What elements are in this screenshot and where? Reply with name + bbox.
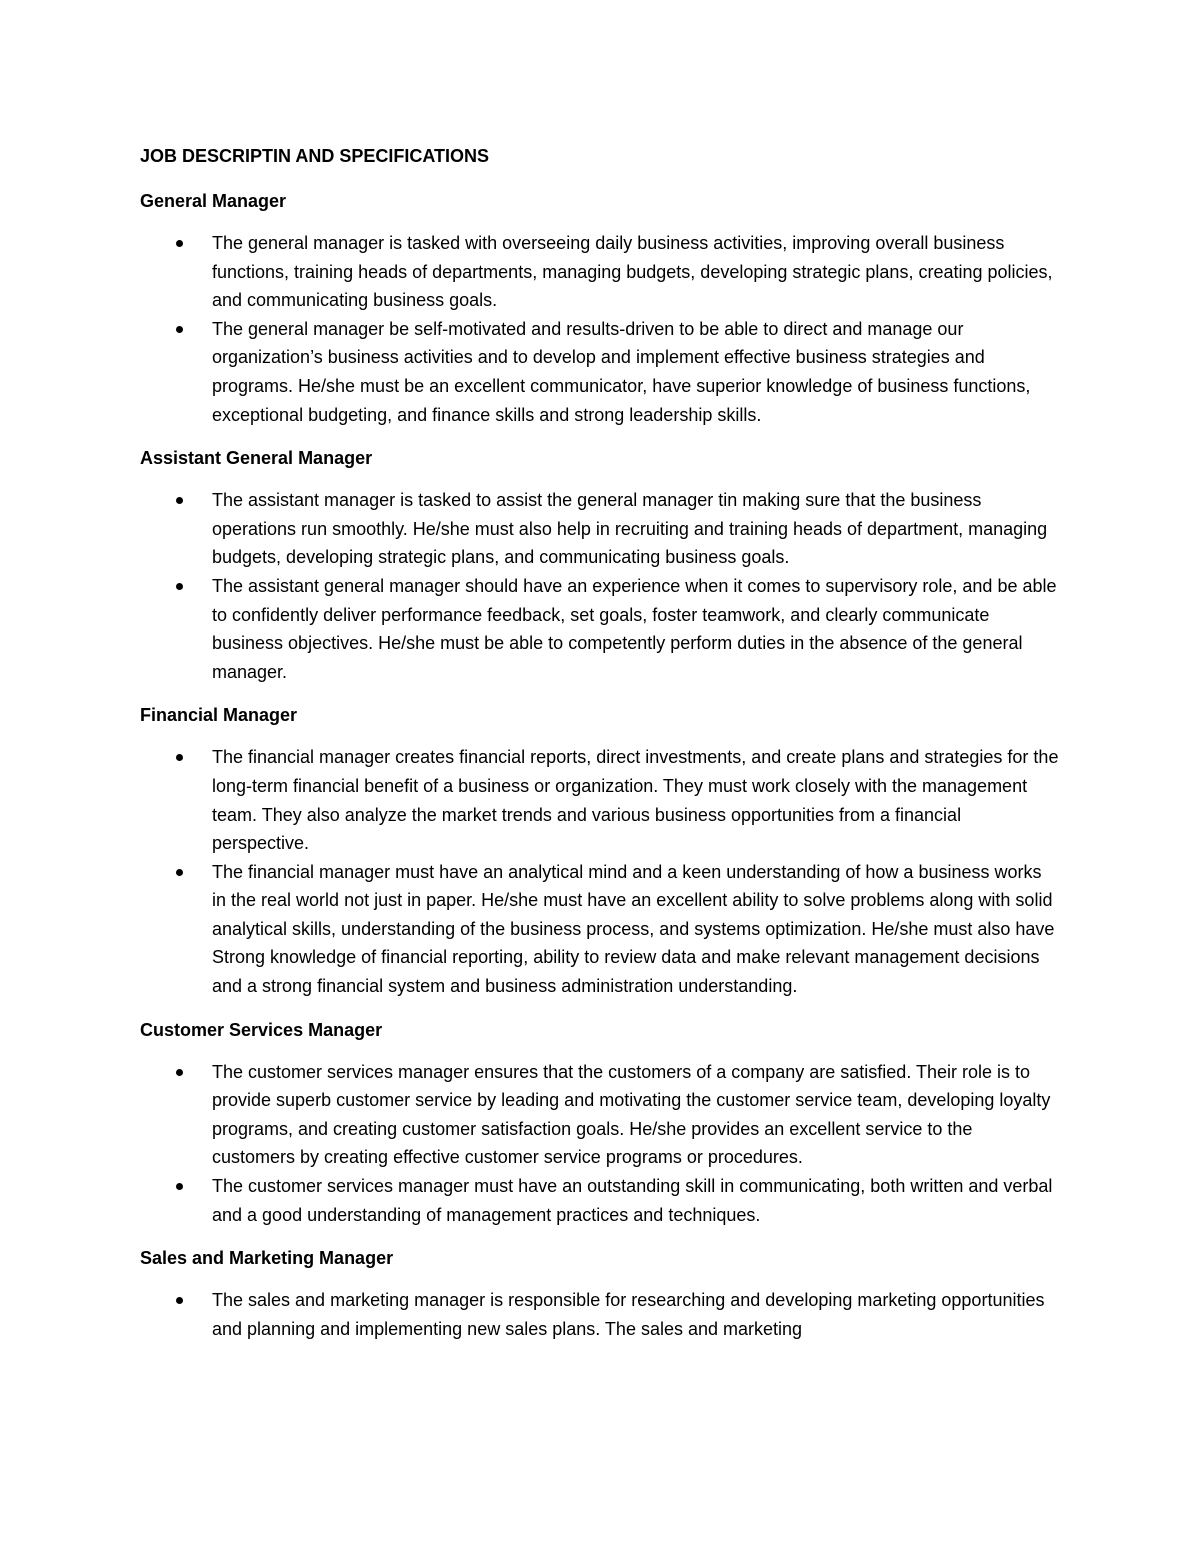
bullet-text: The customer services manager ensures that the customers of a company are satisfied. Their role is to provide superb customer service by leading and motivating the customer service team, developing loyalty programs, and creating customer satisfaction goals. He/she provides an excellent service to the customers by creating effective customer service programs or procedures. [212, 1061, 1051, 1168]
document-title: JOB DESCRIPTIN AND SPECIFICATIONS [140, 146, 490, 166]
bullet-icon [176, 1183, 183, 1190]
bullet-icon [176, 1069, 183, 1076]
bullet-text: The customer services manager must have an outstanding skill in communicating, both written and verbal and a good understanding of management practices and techniques. [212, 1176, 1053, 1225]
document-body [140, 142, 1060, 1358]
bullet-item [140, 486, 1060, 572]
bullet-text: The financial manager must have an analytical mind and a keen understanding of how a business works in the real world not just in paper. He/she must have an excellent ability to solve problems along with solid analytical skills, understanding of the business process, and systems optimization. He/she must also have Strong knowledge of financial reporting, ability to review data and make relevant management decisions and a strong financial system and business administration understanding. [212, 861, 1055, 997]
bullet-list-customer-services-manager [140, 1058, 1060, 1230]
bullet-text: The assistant general manager should have an experience when it comes to supervisory role, and be able to confidently deliver performance feedback, set goals, foster teamwork, and clearly communicate business objectives. He/she must be able to competently perform duties in the absence of the general manager. [212, 575, 1057, 682]
section-heading-general-manager: General Manager [140, 191, 287, 211]
section-heading-assistant-general-manager: Assistant General Manager [140, 448, 373, 469]
bullet-icon [176, 497, 183, 504]
bullet-item [140, 1286, 1060, 1343]
bullet-text: The financial manager creates financial reports, direct investments, and create plans and strategies for the long-term financial benefit of a business or organization. They must work closely with the management team. They also analyze the market trends and various business opportunities from a financial perspective. [212, 747, 1059, 854]
bullet-text: The general manager be self-motivated and results-driven to be able to direct and manage our organization’s business activities and to develop and implement effective business strategies and programs. He/she must be an excellent communicator, have superior knowledge of business functions, exceptional budgeting, and finance skills and strong leadership skills. [212, 318, 1031, 425]
bullet-icon [176, 326, 183, 333]
bullet-item [140, 229, 1060, 315]
bullet-text: The assistant manager is tasked to assist the general manager tin making sure that the business operations run smoothly. He/she must also help in recruiting and training heads of department, managing budgets, developing strategic plans, and communicating business goals. [212, 490, 1048, 568]
bullet-item [140, 858, 1060, 1001]
bullet-item [140, 743, 1060, 857]
bullet-item [140, 572, 1060, 686]
bullet-text: The sales and marketing manager is responsible for researching and developing marketing opportunities and planning and implementing new sales plans. The sales and marketing [212, 1290, 1045, 1339]
bullet-list-sales-and-marketing-manager [140, 1286, 1060, 1343]
bullet-icon [176, 583, 183, 590]
bullet-icon [176, 754, 183, 761]
bullet-item [140, 1058, 1060, 1172]
bullet-text: The general manager is tasked with overseeing daily business activities, improving overall business functions, training heads of departments, managing budgets, developing strategic plans, creating policies, and communicating business goals. [212, 233, 1053, 311]
bullet-list-financial-manager [140, 743, 1060, 1000]
section-heading-customer-services-manager: Customer Services Manager [140, 1019, 383, 1040]
bullet-icon [176, 240, 183, 247]
bullet-icon [176, 869, 183, 876]
section-heading-financial-manager: Financial Manager [140, 705, 298, 726]
section-heading-sales-and-marketing-manager: Sales and Marketing Manager [140, 1248, 394, 1269]
bullet-item [140, 1172, 1060, 1229]
bullet-icon [176, 1297, 183, 1304]
bullet-item [140, 315, 1060, 429]
bullet-list-assistant-general-manager [140, 486, 1060, 686]
bullet-list-general-manager [140, 229, 1060, 429]
